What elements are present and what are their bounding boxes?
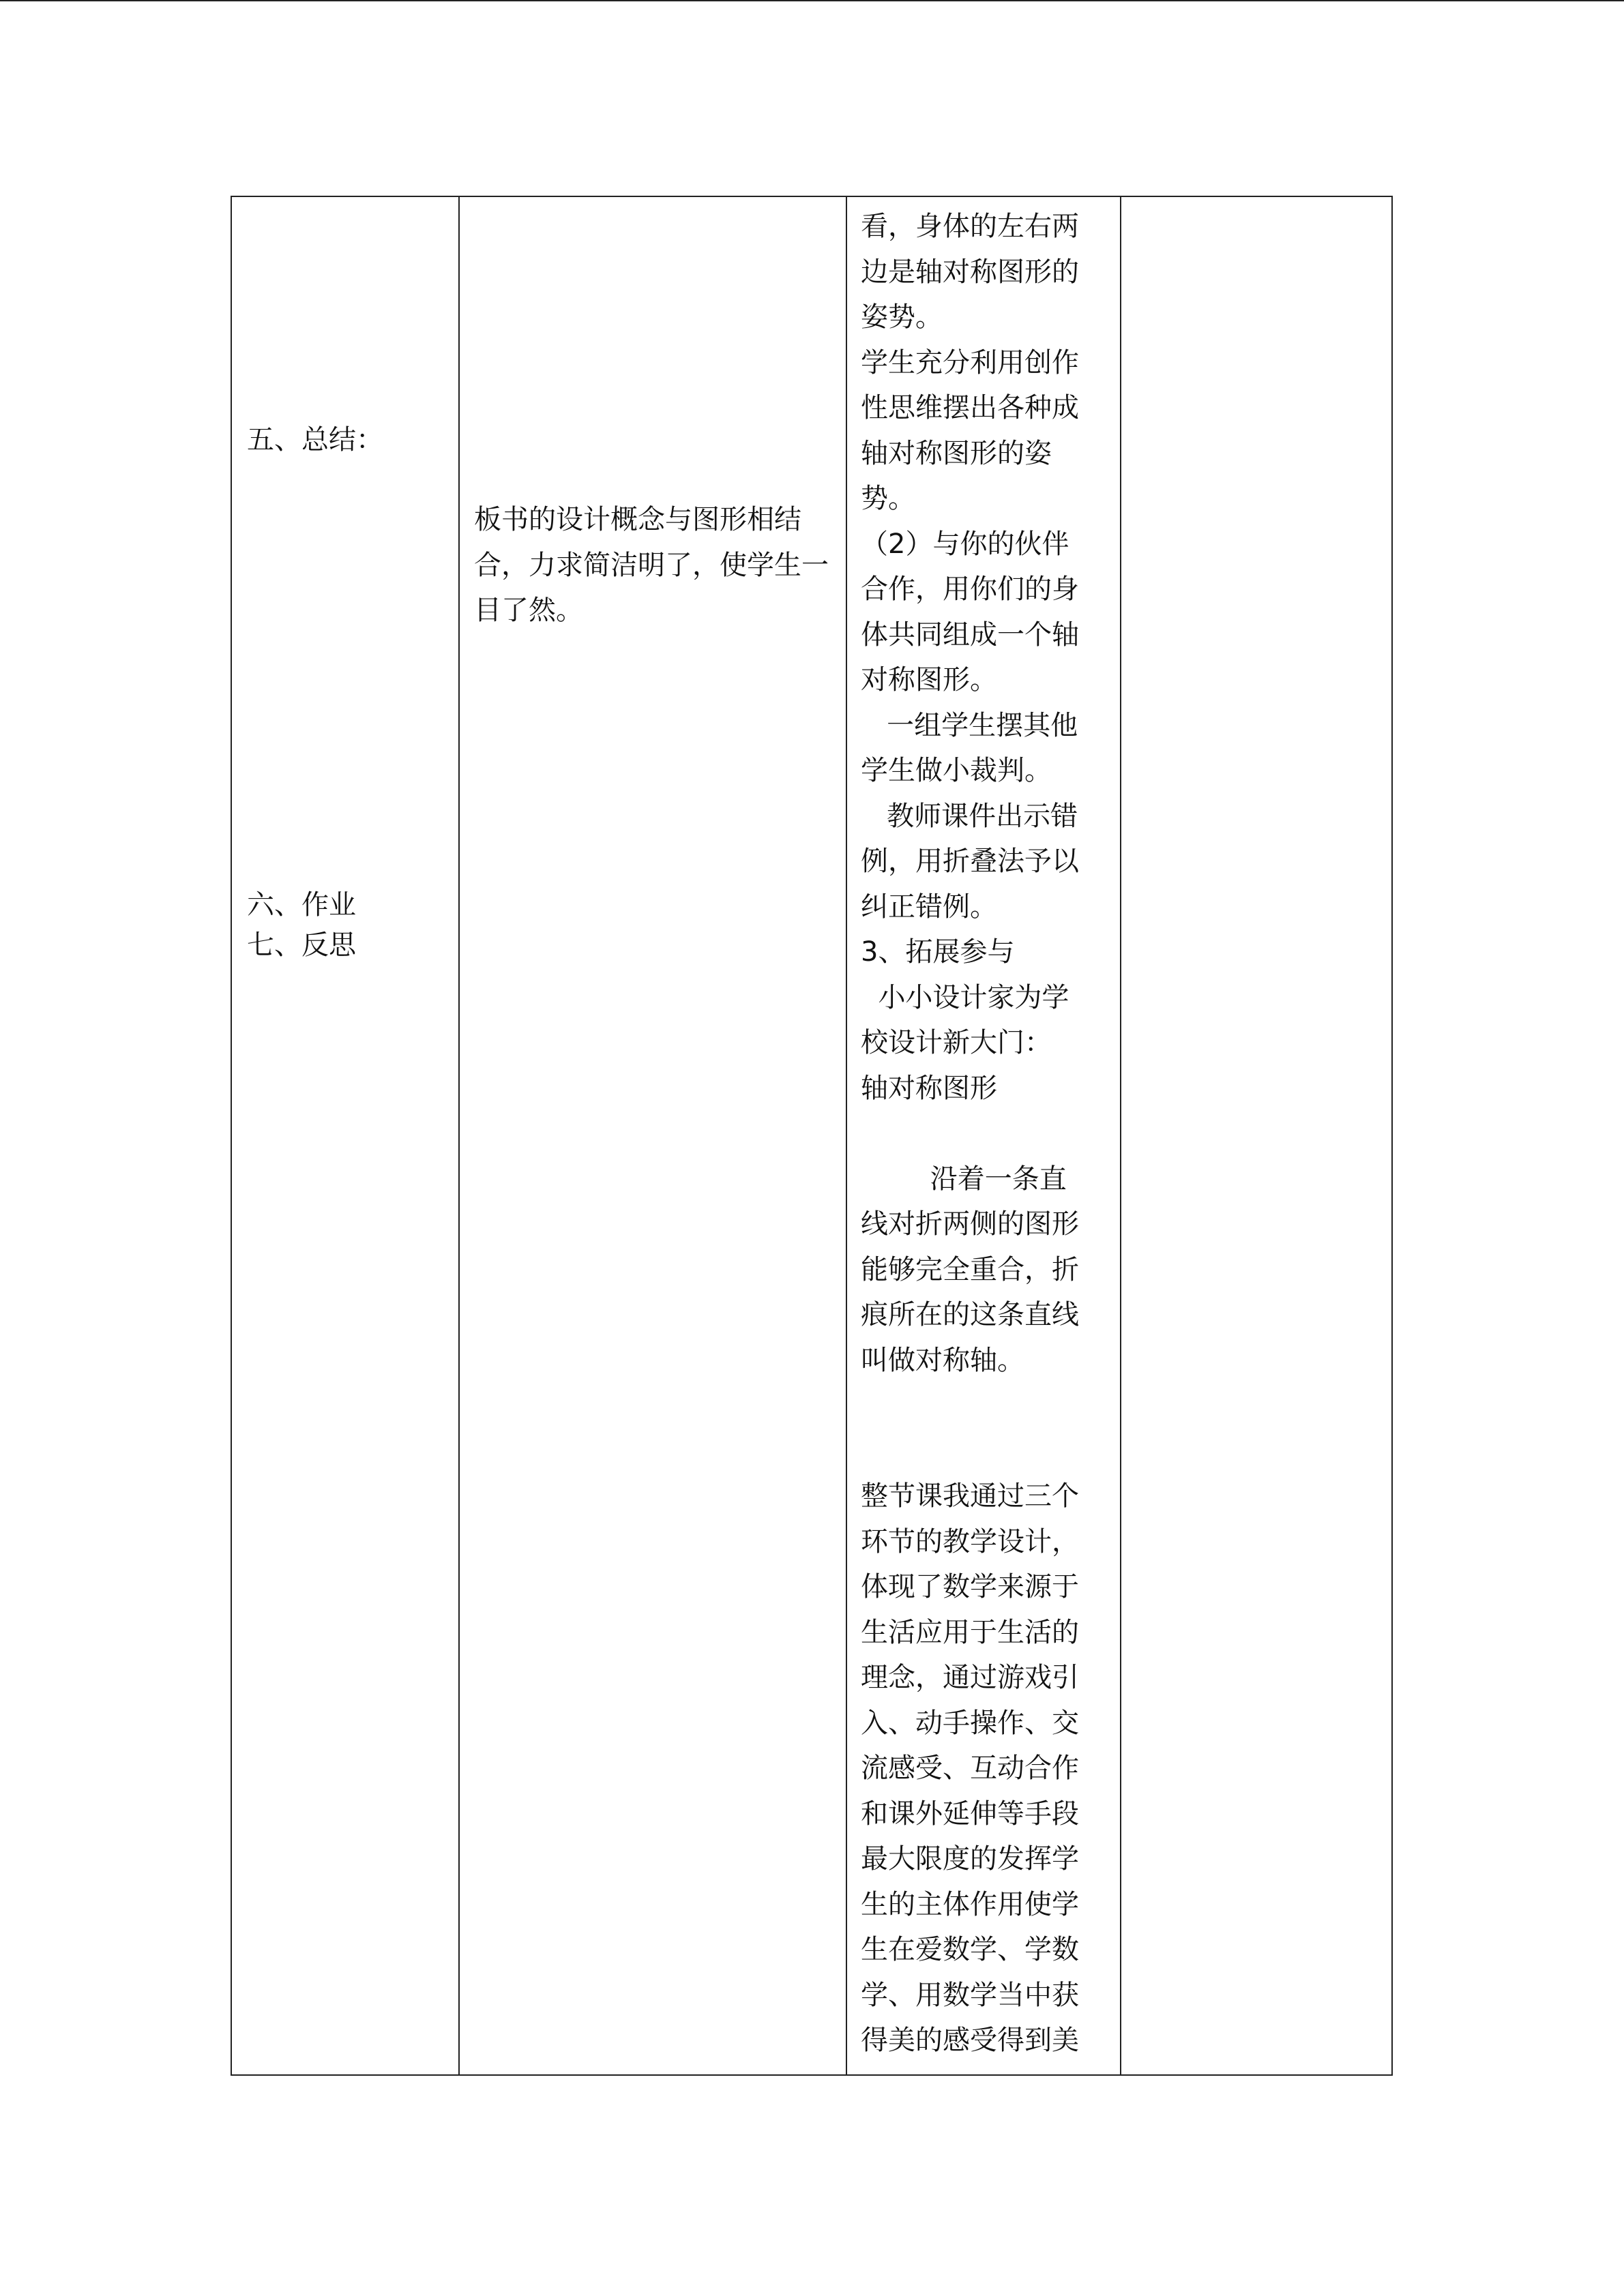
activity-line: 学生做小裁判。 — [861, 755, 1052, 786]
activity-line: 性思维摆出各种成 — [861, 392, 1079, 423]
activity-line: 体现了数学来源于 — [861, 1571, 1079, 1602]
activity-line: 叫做对称轴。 — [861, 1344, 1024, 1376]
activity-line: 流感受、互动合作 — [861, 1753, 1079, 1784]
activity-line — [861, 1429, 1123, 1474]
activity-line: 对称图形。 — [861, 664, 997, 696]
activity-line: 校设计新大门： — [861, 1027, 1052, 1058]
activity-line: （2）与你的伙伴 — [861, 528, 1069, 560]
activity-line — [861, 1111, 1123, 1157]
activity-line: 得美的感受得到美 — [861, 2025, 1079, 2056]
column-divider-2 — [846, 197, 847, 2074]
activity-line: 例，用折叠法予以 — [861, 846, 1079, 877]
activity-line: 线对折两侧的图形 — [861, 1208, 1079, 1240]
homework-heading: 六、作业 — [247, 889, 356, 921]
activity-line: 入、动手操作、交 — [861, 1707, 1079, 1739]
design-note: 板书的设计概念与图形相结合，力求简洁明了，使学生一目了然。 — [474, 504, 829, 626]
activity-line: 沿着一条直 — [861, 1163, 1067, 1195]
activity-line: 合作，用你们的身 — [861, 573, 1079, 605]
activity-line: 3、拓展参与 — [861, 936, 1015, 968]
activity-line: 教师课件出示错 — [861, 800, 1078, 832]
reflection-heading: 七、反思 — [247, 929, 356, 961]
summary-heading: 五、总结： — [247, 424, 383, 456]
top-rule — [0, 0, 1624, 1]
activity-line: 轴对称图形 — [861, 1072, 997, 1104]
activity-line — [861, 1383, 1123, 1429]
activity-line: 轴对称图形的姿 — [861, 437, 1052, 469]
activity-line: 生的主体作用使学 — [861, 1888, 1079, 1920]
activity-line: 姿势。 — [861, 301, 943, 333]
activity-line: 学生充分利用创作 — [861, 346, 1079, 378]
activity-line: 痕所在的这条直线 — [861, 1299, 1079, 1330]
activity-line: 小小设计家为学 — [861, 981, 1069, 1013]
activity-line: 边是轴对称图形的 — [861, 256, 1079, 288]
activity-line: 势。 — [861, 483, 915, 514]
lesson-plan-table — [231, 196, 1393, 2076]
activity-line: 一组学生摆其他 — [861, 709, 1078, 741]
activity-line: 学、用数学当中获 — [861, 1979, 1079, 2011]
activity-line: 和课外延伸等手段 — [861, 1798, 1079, 1830]
activity-line: 生在爱数学、学数 — [861, 1934, 1079, 1965]
activity-line: 整节课我通过三个 — [861, 1480, 1079, 1512]
activity-line: 理念，通过游戏引 — [861, 1662, 1079, 1693]
activity-line: 体共同组成一个轴 — [861, 618, 1079, 651]
activity-line: 看，身体的左右两 — [861, 211, 1079, 242]
activity-column — [861, 204, 1123, 2063]
activity-line: 最大限度的发挥学 — [861, 1843, 1079, 1875]
activity-line: 能够完全重合，折 — [861, 1253, 1079, 1285]
activity-line: 环节的教学设计， — [861, 1525, 1079, 1557]
column-divider-1 — [458, 197, 460, 2074]
activity-line: 生活应用于生活的 — [861, 1616, 1079, 1648]
activity-line: 纠正错例。 — [861, 891, 997, 923]
